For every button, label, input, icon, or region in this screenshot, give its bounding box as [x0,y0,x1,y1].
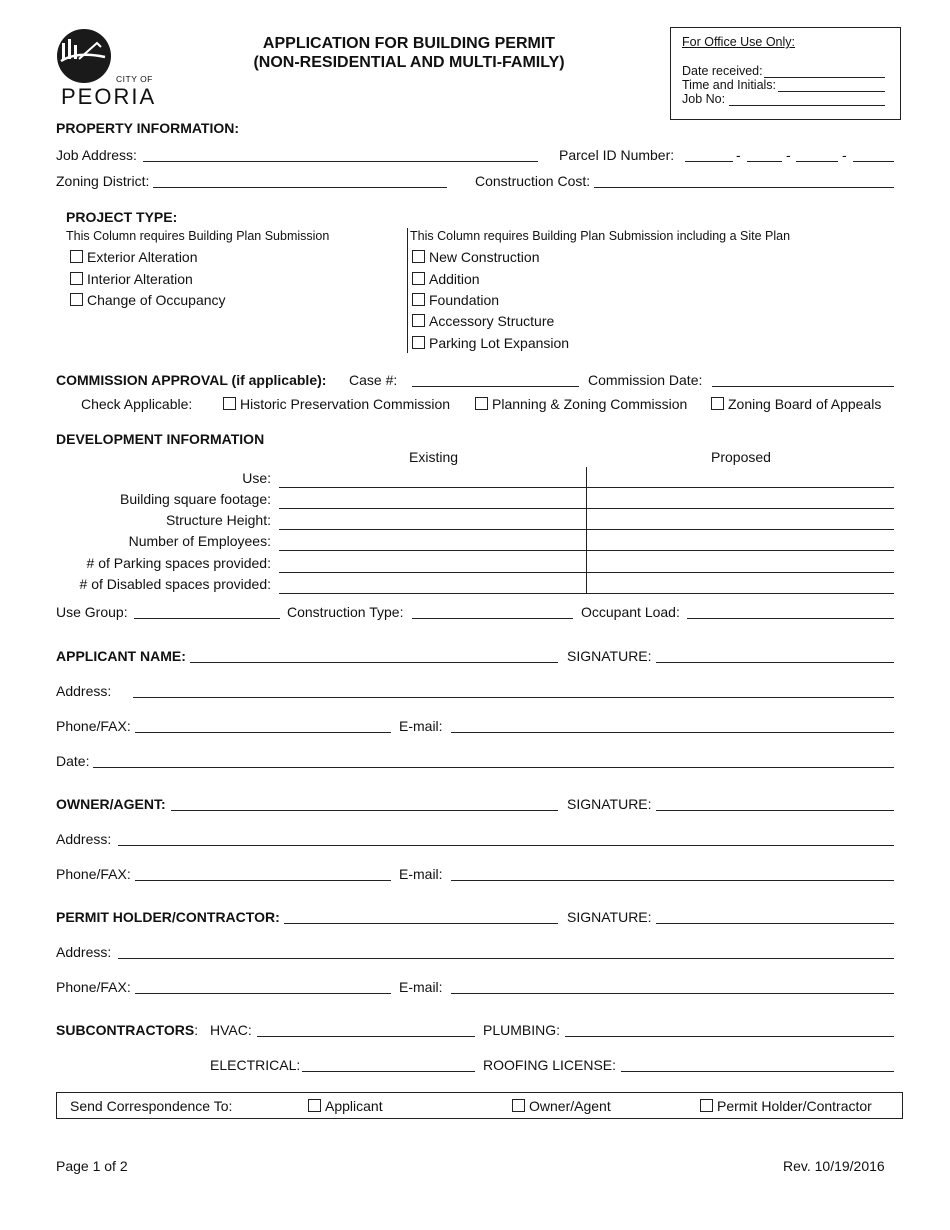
case-number-label: Case #: [349,372,398,388]
dev-row-parking-label: # of Parking spaces provided: [86,555,271,571]
applicant-name-field[interactable] [190,662,558,663]
contractor-email-label: E-mail: [399,979,443,995]
electrical-label: ELECTRICAL: [210,1057,301,1073]
hvac-field[interactable] [257,1036,475,1037]
hvac-label: HVAC: [210,1022,252,1038]
dev-row-use-field[interactable] [279,487,894,488]
contractor-phone-label: Phone/FAX: [56,979,131,995]
applicant-address-label: Address: [56,683,112,699]
dev-row-employees-field[interactable] [279,550,894,551]
checkbox-new-construction[interactable]: New Construction [412,249,540,265]
roofing-license-field[interactable] [621,1071,894,1072]
contractor-address-field[interactable] [118,958,894,959]
project-col1-note: This Column requires Building Plan Submission [66,229,330,243]
project-col2-note: This Column requires Building Plan Submission including a Site Plan [410,229,791,243]
plumbing-label: PLUMBING: [483,1022,561,1038]
owner-signature-label: SIGNATURE: [567,796,652,812]
correspondence-label: Send Correspondence To: [70,1098,233,1114]
commission-heading: COMMISSION APPROVAL (if applicable): [56,372,327,388]
owner-agent-label: OWNER/AGENT: [56,796,166,812]
office-job-no-label: Job No: [682,92,726,106]
applicant-address-field[interactable] [133,697,894,698]
dev-row-employees-label: Number of Employees: [128,533,271,549]
checkbox-historic-preservation[interactable]: Historic Preservation Commission [223,396,450,412]
checkbox-icon [412,272,425,285]
office-time-initials-label: Time and Initials: [682,78,777,92]
owner-phone-field[interactable] [135,880,391,881]
office-date-received-label: Date received: [682,64,763,78]
checkbox-icon [412,250,425,263]
logo-city-of: CITY OF [116,74,153,84]
checkbox-icon [711,397,724,410]
contractor-label: PERMIT HOLDER/CONTRACTOR: [56,909,280,925]
owner-email-label: E-mail: [399,866,443,882]
checkbox-icon [70,272,83,285]
office-time-initials-field [778,91,885,92]
checkbox-icon [512,1099,525,1112]
applicant-signature-field[interactable] [656,662,894,663]
construction-type-field[interactable] [412,618,573,619]
dev-row-disabled-parking-field[interactable] [279,593,894,594]
job-address-field[interactable] [143,161,538,162]
dev-row-square-footage-field[interactable] [279,508,894,509]
page-number: Page 1 of 2 [56,1158,128,1174]
checkbox-accessory-structure[interactable]: Accessory Structure [412,313,554,329]
applicant-phone-field[interactable] [135,732,391,733]
commission-date-field[interactable] [712,386,894,387]
applicant-email-label: E-mail: [399,718,443,734]
checkbox-addition[interactable]: Addition [412,271,480,287]
checkbox-icon [412,314,425,327]
checkbox-icon [70,250,83,263]
checkbox-planning-zoning[interactable]: Planning & Zoning Commission [475,396,687,412]
zoning-district-label: Zoning District: [56,173,150,189]
plumbing-field[interactable] [565,1036,894,1037]
subcontractors-heading: SUBCONTRACTORS: [56,1022,199,1038]
parcel-id-field-1[interactable] [685,161,733,162]
project-type-divider [407,228,408,353]
page-title-line2: (NON-RESIDENTIAL AND MULTI-FAMILY) [253,54,565,71]
construction-cost-field[interactable] [594,187,894,188]
dev-row-square-footage-label: Building square footage: [120,491,271,507]
parcel-dash-2: - [786,147,791,163]
owner-phone-label: Phone/FAX: [56,866,131,882]
parcel-id-field-4[interactable] [853,161,894,162]
contractor-phone-field[interactable] [135,993,391,994]
contractor-signature-label: SIGNATURE: [567,909,652,925]
applicant-email-field[interactable] [451,732,894,733]
case-number-field[interactable] [412,386,579,387]
parcel-id-field-2[interactable] [747,161,782,162]
checkbox-icon [700,1099,713,1112]
use-group-label: Use Group: [56,604,128,620]
checkbox-parking-lot-expansion[interactable]: Parking Lot Expansion [412,335,569,351]
construction-cost-label: Construction Cost: [475,173,591,189]
check-applicable-label: Check Applicable: [81,396,193,412]
checkbox-icon [412,293,425,306]
checkbox-icon [412,336,425,349]
owner-email-field[interactable] [451,880,894,881]
applicant-phone-label: Phone/FAX: [56,718,131,734]
development-heading: DEVELOPMENT INFORMATION [56,431,265,447]
owner-address-label: Address: [56,831,112,847]
parcel-id-field-3[interactable] [796,161,838,162]
checkbox-change-of-occupancy[interactable]: Change of Occupancy [70,292,226,308]
checkbox-correspond-contractor[interactable]: Permit Holder/Contractor [700,1098,872,1114]
job-address-label: Job Address: [56,147,137,163]
checkbox-foundation[interactable]: Foundation [412,292,499,308]
parcel-id-label: Parcel ID Number: [559,147,675,163]
existing-column-header: Existing [409,449,459,465]
parcel-dash-3: - [842,147,847,163]
project-type-heading: PROJECT TYPE: [66,209,178,225]
roofing-license-label: ROOFING LICENSE: [483,1057,617,1073]
checkbox-icon [70,293,83,306]
occupant-load-field[interactable] [687,618,894,619]
revision-date: Rev. 10/19/2016 [783,1158,885,1174]
contractor-field[interactable] [284,923,558,924]
use-group-field[interactable] [134,618,280,619]
office-heading: For Office Use Only: [682,35,795,49]
dev-row-parking-field[interactable] [279,572,894,573]
applicant-date-label: Date: [56,753,90,769]
applicant-name-label: APPLICANT NAME: [56,648,186,664]
construction-type-label: Construction Type: [287,604,404,620]
contractor-signature-field[interactable] [656,923,894,924]
checkbox-icon [223,397,236,410]
contractor-email-field[interactable] [451,993,894,994]
parcel-dash-1: - [736,147,741,163]
occupant-load-label: Occupant Load: [581,604,680,620]
owner-agent-field[interactable] [171,810,558,811]
checkbox-icon [475,397,488,410]
dev-row-structure-height-label: Structure Height: [165,512,271,528]
commission-date-label: Commission Date: [588,372,703,388]
electrical-field[interactable] [302,1071,475,1072]
property-heading: PROPERTY INFORMATION: [56,120,240,136]
logo-peoria: PEORIA [61,84,157,109]
checkbox-zoning-board-appeals[interactable]: Zoning Board of Appeals [711,396,881,412]
checkbox-interior-alteration[interactable]: Interior Alteration [70,271,193,287]
contractor-address-label: Address: [56,944,112,960]
office-date-received-field [764,77,885,78]
proposed-column-header: Proposed [711,449,771,465]
owner-signature-field[interactable] [656,810,894,811]
applicant-date-field[interactable] [93,767,894,768]
dev-row-disabled-parking-label: # of Disabled spaces provided: [79,576,271,592]
owner-address-field[interactable] [118,845,894,846]
office-job-no-field [729,105,885,106]
checkbox-correspond-owner-agent[interactable]: Owner/Agent [512,1098,611,1114]
page-title-line1: APPLICATION FOR BUILDING PERMIT [262,35,556,52]
applicant-signature-label: SIGNATURE: [567,648,652,664]
checkbox-exterior-alteration[interactable]: Exterior Alteration [70,249,198,265]
zoning-district-field[interactable] [153,187,447,188]
dev-row-use-label: Use: [242,470,271,486]
dev-row-structure-height-field[interactable] [279,529,894,530]
checkbox-icon [308,1099,321,1112]
checkbox-correspond-applicant[interactable]: Applicant [308,1098,383,1114]
